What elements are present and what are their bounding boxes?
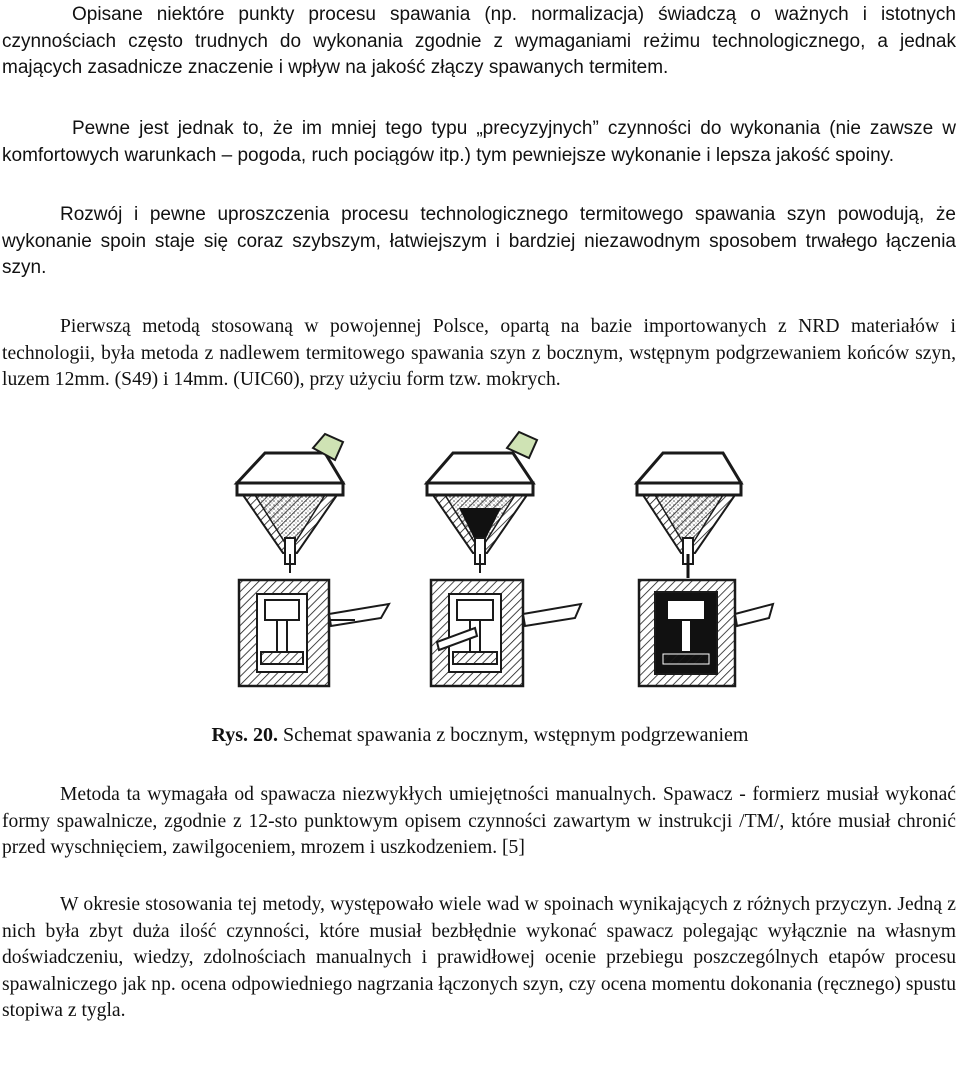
paragraph-5: Metoda ta wymagała od spawacza niezwykłych umiejętności manualnych. Spawacz - formierz musiał wykonać formy spawalnicze, zgodnie z 12-sto punktowym opisem czynności zawartym w instrukcji /TM/, które musiał chronić przed wyschnięciem, zawilgoceniem, mrozem i uszkodzeniem. [5] [2,784,956,859]
crucible-stage-3 [637,453,741,578]
rail-mould-stage-3 [639,580,773,686]
paragraph-4: Pierwszą metodą stosowaną w powojennej Polsce, opartą na bazie importowanych z NRD materiałów i technologii, była metoda z nadlewem termitowego spawania szyn z bocznym, wstępnym podgrzewaniem końców szyn, luzem 12mm. (S49) i 14mm. (UIC60), przy użyciu form tzw. mokrych. [2,316,956,391]
paragraph-3: Rozwój i pewne uproszczenia procesu technologicznego termitowego spawania szyn powodują, że wykonanie spoin staje się coraz szybszym, łatwiejszym i bardziej niezawodnym sposobem trwałego łączenia szyn. [2,204,956,279]
paragraph-1 [2,2,956,82]
paragraph-1-text: Opisane niektóre punkty procesu spawania (np. normalizacja) świadczą o ważnych i istotnych czynnościach często trudnych do wykonania zgodnie z wymaganiami reżimu technologicznego, a jednak mających zasadnicze znaczenie i wpływ na jakość złączy spawanych termitem. [2,4,956,79]
crucible-stage-2 [427,432,537,573]
figure-caption [0,724,960,747]
figure-caption-label: Rys. 20. [211,724,279,746]
figure-caption-text: Schemat spawania z bocznym, wstępnym podgrzewaniem [278,724,749,746]
rail-mould-stage-2 [431,580,581,686]
paragraph-2 [2,116,956,169]
rail-mould-stage-1 [239,580,389,686]
crucible-stage-1 [237,434,343,573]
paragraph-6: W okresie stosowania tej metody, występowało wiele wad w spoinach wynikających z różnych przyczyn. Jedną z nich była zbyt duża ilość czynności, które musiał bezbłędnie wykonać spawacz polegając wyłącznie na własnym doświadczeniu, wiedzy, zdolnościach manualnych i prawidłowej ocenie przebiegu poszczególnych etapów procesu spawalniczego jak np. ocena odpowiedniego nagrzania łączonych szyn, czy ocena momentu dokonania (ręcznego) spustu stopiwa z tygla. [2,894,956,1022]
paragraph-2-text: Pewne jest jednak to, że im mniej tego typu „precyzyjnych” czynności do wykonania (nie zawsze w komfortowych warunkach – pogoda, ruch pociągów itp.) tym pewniejsze wykonanie i lepsza jakość spoiny. [2,118,956,166]
welding-schematic-figure [225,428,775,690]
